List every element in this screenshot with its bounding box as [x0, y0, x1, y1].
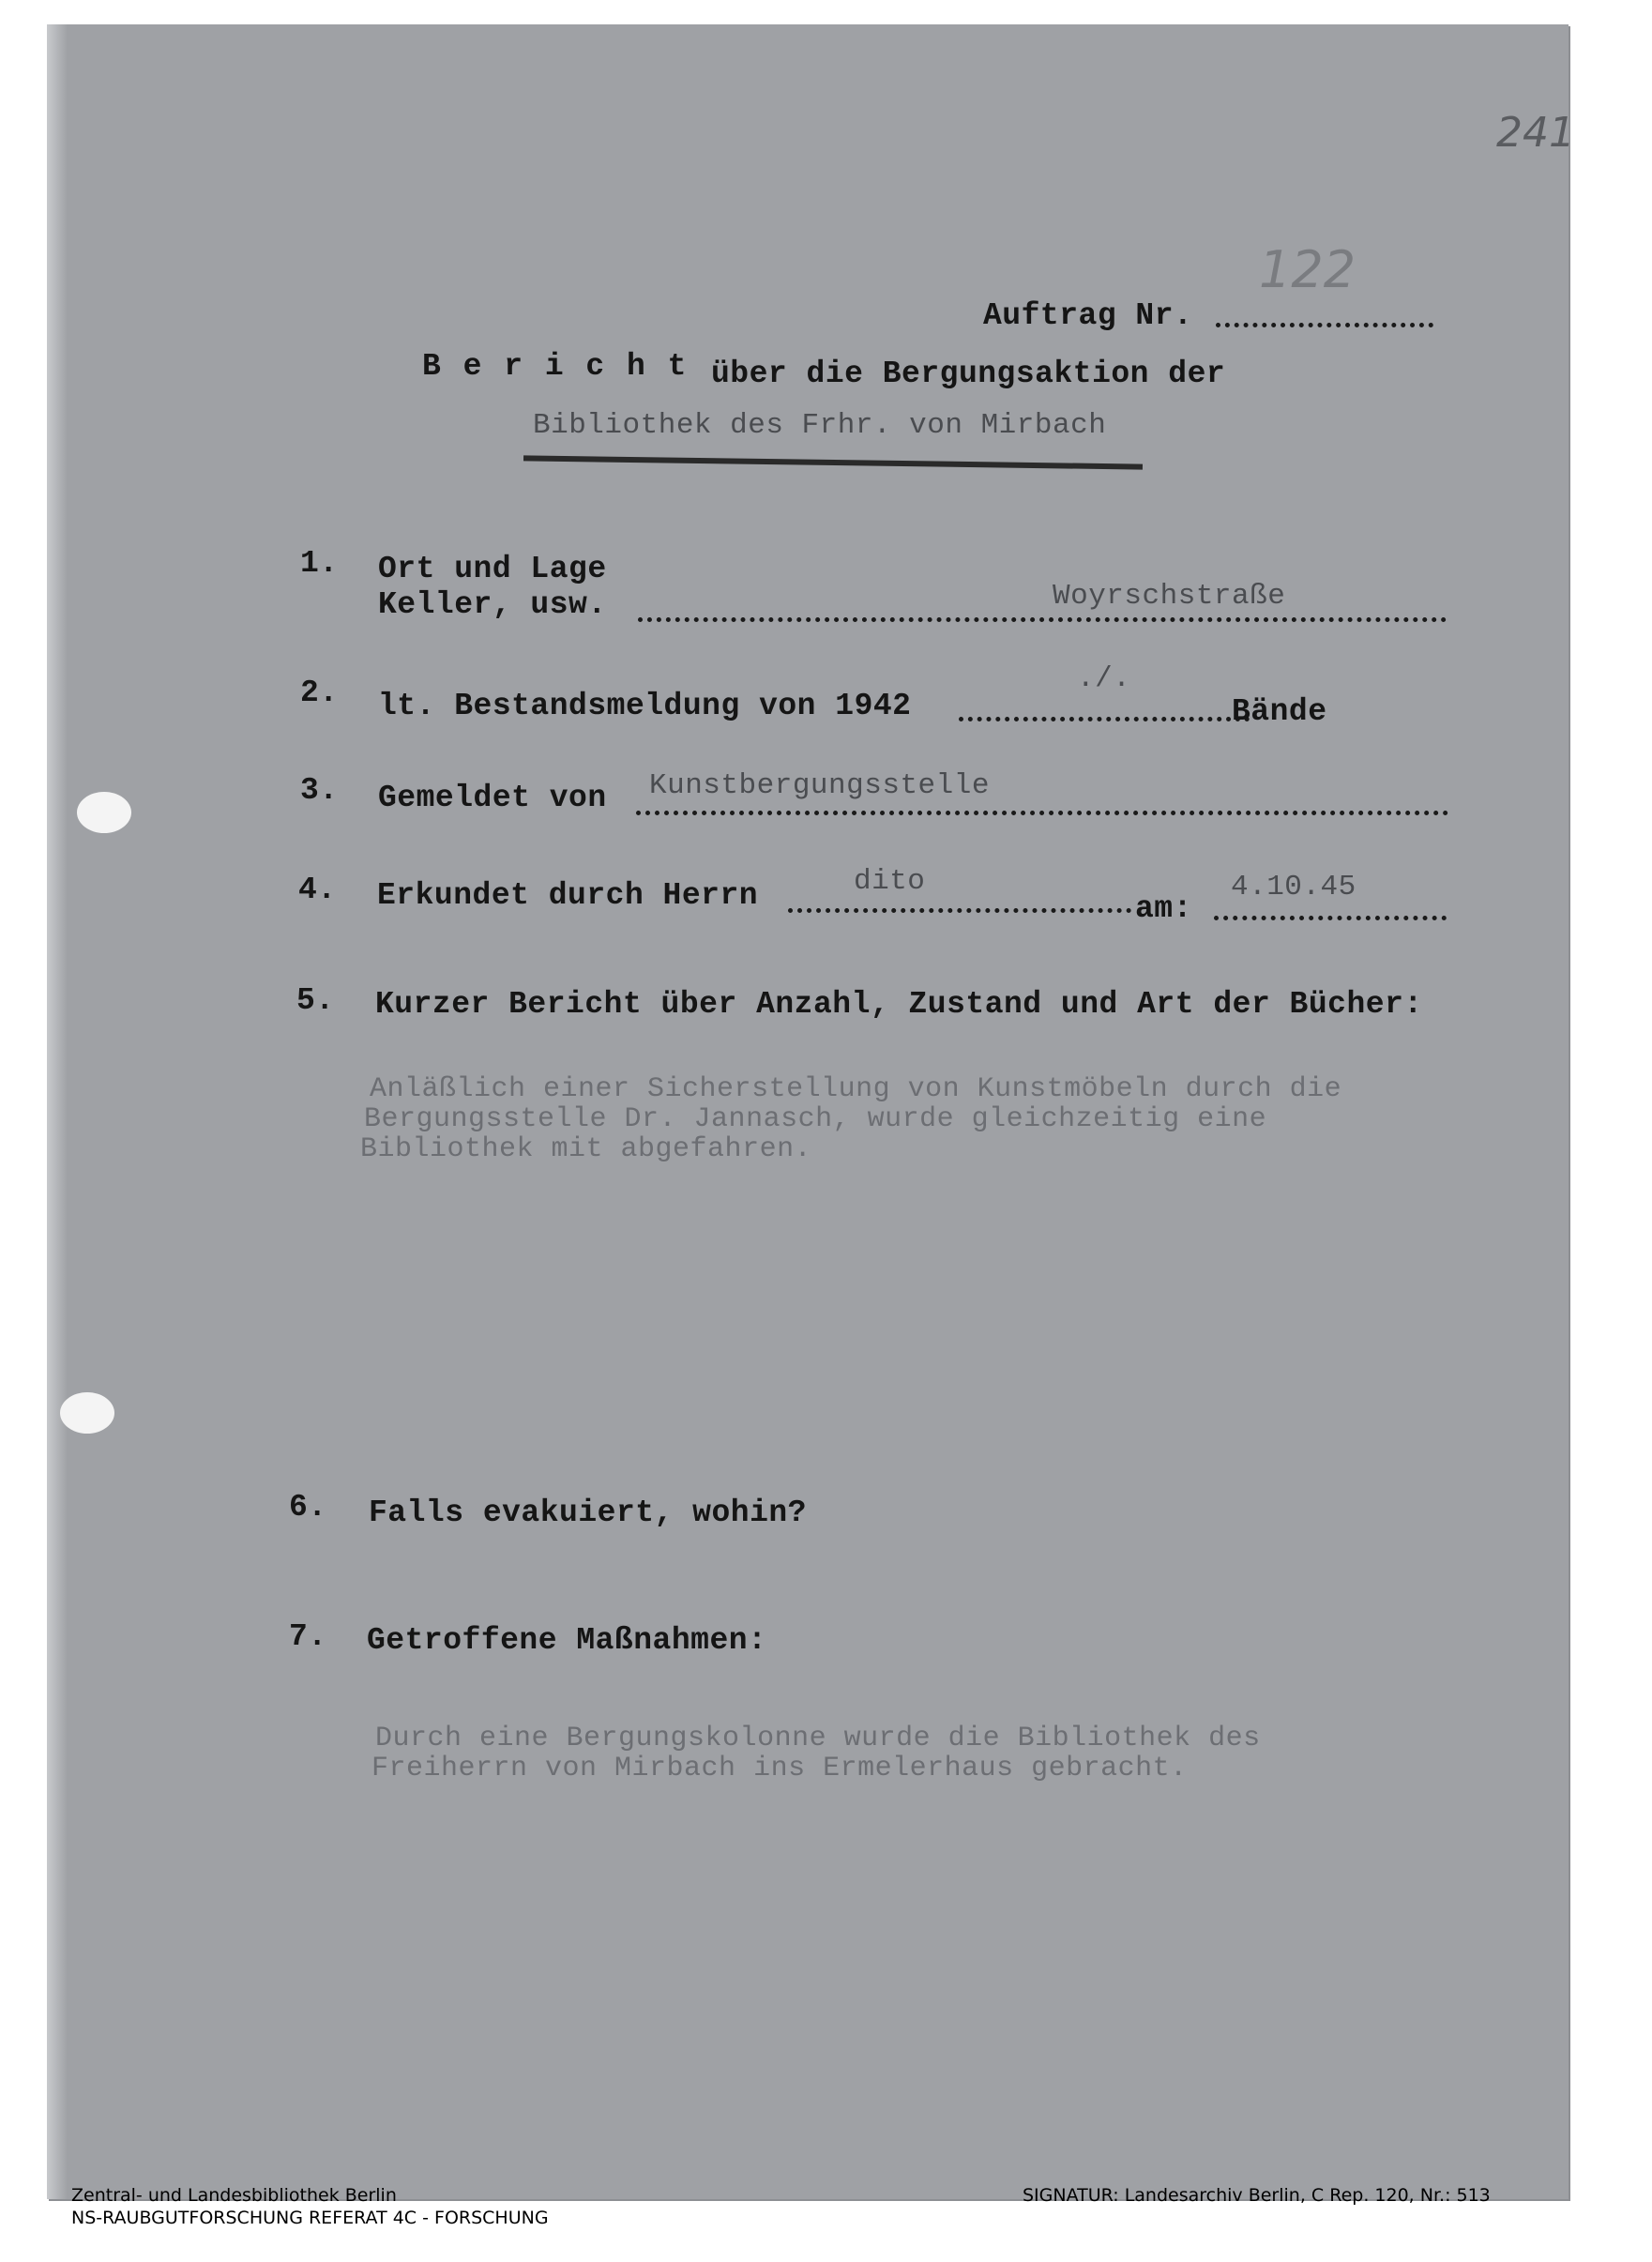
library-name: Bibliothek des Frhr. von Mirbach — [533, 409, 1107, 442]
handwritten-page-number: 241 — [1496, 109, 1575, 157]
title-underline — [523, 455, 1143, 469]
item-5-text-line2: Bergungsstelle Dr. Jannasch, wurde gleichzeitig eine — [364, 1103, 1267, 1135]
item-4-number: 4. — [298, 873, 337, 907]
item-3-value: Kunstbergungsstelle — [649, 769, 990, 802]
item-6-label: Falls evakuiert, wohin? — [369, 1495, 807, 1530]
report-title-rest: über die Bergungsaktion der — [711, 357, 1226, 391]
punch-hole-top — [77, 792, 131, 833]
item-3-number: 3. — [300, 773, 339, 808]
item-7-text-line2: Freiherrn von Mirbach ins Ermelerhaus gebracht. — [371, 1753, 1188, 1784]
item-5-text-line1: Anläßlich einer Sicherstellung von Kunstmöbeln durch die — [370, 1073, 1342, 1105]
item-4-date-dots — [1214, 916, 1447, 920]
order-number-dots — [1216, 323, 1433, 327]
item-5-text-line3: Bibliothek mit abgefahren. — [360, 1133, 812, 1165]
item-1-label-line2: Keller, usw. — [378, 587, 607, 622]
item-4-label: Erkundet durch Herrn — [377, 878, 759, 913]
item-7-label: Getroffene Maßnahmen: — [367, 1623, 767, 1658]
item-2-value: ./. — [1077, 662, 1131, 695]
item-7-number: 7. — [289, 1619, 327, 1654]
item-2-number: 2. — [300, 676, 339, 710]
item-4-dots — [788, 908, 1131, 913]
item-4-value: dito — [854, 865, 926, 898]
item-7-text-line1: Durch eine Bergungskolonne wurde die Bibliothek des — [375, 1723, 1261, 1754]
document-page — [47, 24, 1575, 2199]
item-1-dots — [638, 617, 1447, 622]
item-6-number: 6. — [289, 1490, 327, 1525]
footer-department: NS-RAUBGUTFORSCHUNG REFERAT 4C - FORSCHUNG — [71, 2208, 549, 2228]
item-2-unit: Bände — [1232, 694, 1327, 729]
item-2-dots — [959, 717, 1250, 721]
handwritten-order-number: 122 — [1259, 240, 1356, 299]
report-title-spaced: B e r i c h t — [422, 349, 689, 384]
footer-institution: Zentral- und Landesbibliothek Berlin — [71, 2185, 397, 2206]
item-4-date-value: 4.10.45 — [1231, 871, 1356, 903]
item-2-label: lt. Bestandsmeldung von 1942 — [378, 689, 912, 723]
item-1-value: Woyrschstraße — [1053, 580, 1286, 613]
item-5-label: Kurzer Bericht über Anzahl, Zustand und Art der Bücher: — [375, 987, 1423, 1022]
footer-signature: SIGNATUR: Landesarchiv Berlin, C Rep. 120, Nr.: 513 — [1023, 2185, 1491, 2206]
item-1-number: 1. — [300, 546, 339, 581]
item-1-label-line1: Ort und Lage — [378, 552, 607, 586]
item-3-label: Gemeldet von — [378, 781, 607, 815]
item-4-date-label: am: — [1135, 891, 1192, 926]
punch-hole-bottom — [60, 1392, 114, 1434]
item-5-number: 5. — [296, 983, 335, 1018]
item-3-dots — [636, 811, 1448, 815]
page-edge-shadow — [47, 24, 68, 2199]
order-number-label: Auftrag Nr. — [983, 298, 1193, 333]
